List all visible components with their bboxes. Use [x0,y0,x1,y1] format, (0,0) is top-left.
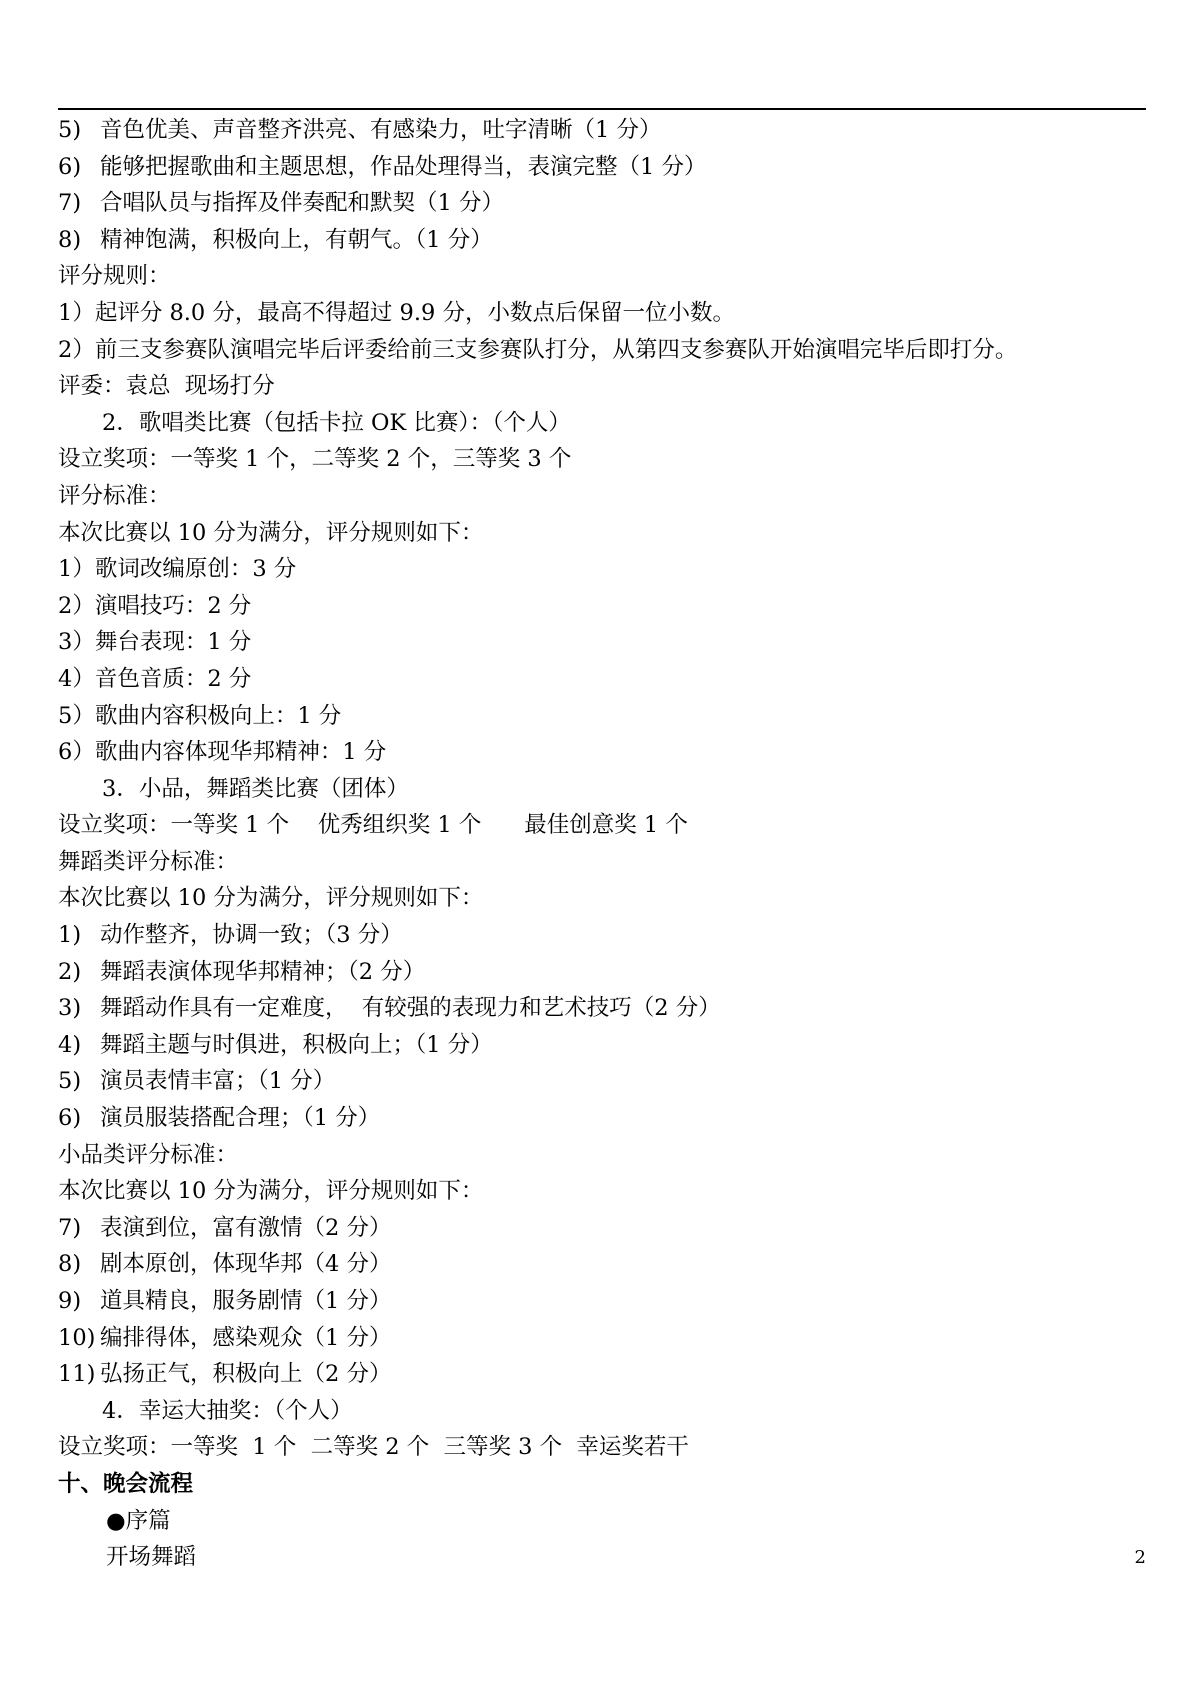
text-line [58,1539,1146,1576]
text-line [58,332,1146,369]
item-number: 8) [58,226,82,253]
line-text: 动作整齐，协调一致；（3 分） [100,922,403,949]
line-text: 能够把握歌曲和主题思想，作品处理得当，表演完整（1 分） [100,153,707,180]
text-line [58,1320,1146,1357]
line-text: 本次比赛以 10 分为满分，评分规则如下： [58,885,484,912]
text-line [58,1137,1146,1174]
line-text: 评委：袁总 现场打分 [58,373,275,400]
line-text: 6）歌曲内容体现华邦精神：1 分 [58,739,387,766]
line-text: 评分标准： [58,482,171,509]
item-number: 8) [58,1251,82,1278]
text-line [58,295,1146,332]
item-number: 9) [58,1288,82,1314]
line-text: 十、晚会流程 [58,1470,194,1497]
line-text: 设立奖项：一等奖 1 个，二等奖 2 个，三等奖 3 个 [58,446,572,473]
text-line [58,149,1146,186]
line-text: ●序篇 [106,1507,171,1534]
line-text: 设立奖项：一等奖 1 个 二等奖 2 个 三等奖 3 个 幸运奖若干 [58,1434,689,1461]
text-line [58,807,1146,844]
text-line [58,844,1146,881]
line-text: 1）起评分 8.0 分，最高不得超过 9.9 分，小数点后保留一位小数。 [58,299,735,326]
line-text: 小品类评分标准： [58,1141,239,1168]
line-text: 1）歌词改编原创：3 分 [58,556,297,583]
text-line [58,1063,1146,1100]
text-line [58,112,1146,149]
line-text: 剧本原创，体现华邦（4 分） [100,1251,392,1278]
line-text: 4）音色音质：2 分 [58,665,252,692]
text-line [58,1100,1146,1137]
text-line [58,1356,1146,1393]
text-line [58,1173,1146,1210]
line-text: 合唱队员与指挥及伴奏配和默契（1 分） [100,190,504,217]
line-text: 3）舞台表现：1 分 [58,629,252,656]
line-text: 4．幸运大抽奖：（个人） [102,1397,353,1424]
item-number: 4) [58,1031,82,1058]
line-text: 舞蹈动作具有一定难度， 有较强的表现力和艺术技巧（2 分） [100,995,721,1022]
text-line [58,954,1146,991]
line-text: 2）演唱技巧：2 分 [58,592,252,619]
text-line [58,441,1146,478]
line-text: 设立奖项：一等奖 1 个 优秀组织奖 1 个 最佳创意奖 1 个 [58,812,688,839]
item-number: 5) [58,1068,82,1095]
item-number: 2) [58,958,82,985]
item-number: 10) [58,1324,96,1351]
text-line [58,1210,1146,1247]
text-line [58,917,1146,954]
text-line [58,551,1146,588]
line-text: 本次比赛以 10 分为满分，评分规则如下： [58,519,484,546]
header-rule [58,108,1146,110]
item-number: 7) [58,1214,82,1241]
line-text: 开场舞蹈 [106,1544,197,1571]
line-text: 本次比赛以 10 分为满分，评分规则如下： [58,1178,484,1205]
text-line [58,368,1146,405]
text-line [58,405,1146,442]
text-line [58,880,1146,917]
line-text: 弘扬正气，积极向上（2 分） [100,1361,392,1388]
line-text: 表演到位，富有激情（2 分） [100,1214,392,1241]
item-number: 1) [58,922,82,949]
text-line [58,1429,1146,1466]
line-text: 舞蹈表演体现华邦精神；（2 分） [100,958,426,985]
item-number: 6) [58,1105,82,1132]
text-line [58,1027,1146,1064]
text-line [58,258,1146,295]
page-number: 2 [1134,1547,1146,1568]
text-line [58,734,1146,771]
text-line [58,1246,1146,1283]
line-text: 编排得体，感染观众（1 分） [100,1324,392,1351]
text-line [58,588,1146,625]
item-number: 11) [58,1361,96,1388]
line-text: 3．小品，舞蹈类比赛（团体） [102,775,409,802]
text-line [58,661,1146,698]
document-body [58,112,1146,1576]
text-line [58,1393,1146,1430]
line-text: 精神饱满，积极向上，有朝气。（1 分） [100,226,493,253]
text-line [58,698,1146,735]
line-text: 2．歌唱类比赛（包括卡拉 OK 比赛）：（个人） [102,409,571,436]
text-line [58,1283,1146,1320]
text-line [58,990,1146,1027]
line-text: 舞蹈类评分标准： [58,848,239,875]
line-text: 舞蹈主题与时俱进，积极向上；（1 分） [100,1031,493,1058]
line-text: 道具精良，服务剧情（1 分） [100,1288,392,1314]
line-text: 演员表情丰富；（1 分） [100,1068,336,1095]
text-line [58,624,1146,661]
line-text: 音色优美、声音整齐洪亮、有感染力，吐字清晰（1 分） [100,117,662,143]
text-line [58,185,1146,222]
text-line [58,771,1146,808]
text-line [58,478,1146,515]
item-number: 5) [58,117,82,143]
text-line [58,1503,1146,1540]
section-heading [58,1466,1146,1503]
line-text: 评分规则： [58,263,171,290]
text-line [58,515,1146,552]
item-number: 6) [58,153,82,180]
line-text: 演员服装搭配合理；（1 分） [100,1105,381,1132]
item-number: 7) [58,190,82,217]
text-line [58,222,1146,259]
item-number: 3) [58,995,82,1022]
line-text: 5）歌曲内容积极向上：1 分 [58,702,342,729]
line-text: 2）前三支参赛队演唱完毕后评委给前三支参赛队打分，从第四支参赛队开始演唱完毕后即打分。 [58,336,1018,363]
